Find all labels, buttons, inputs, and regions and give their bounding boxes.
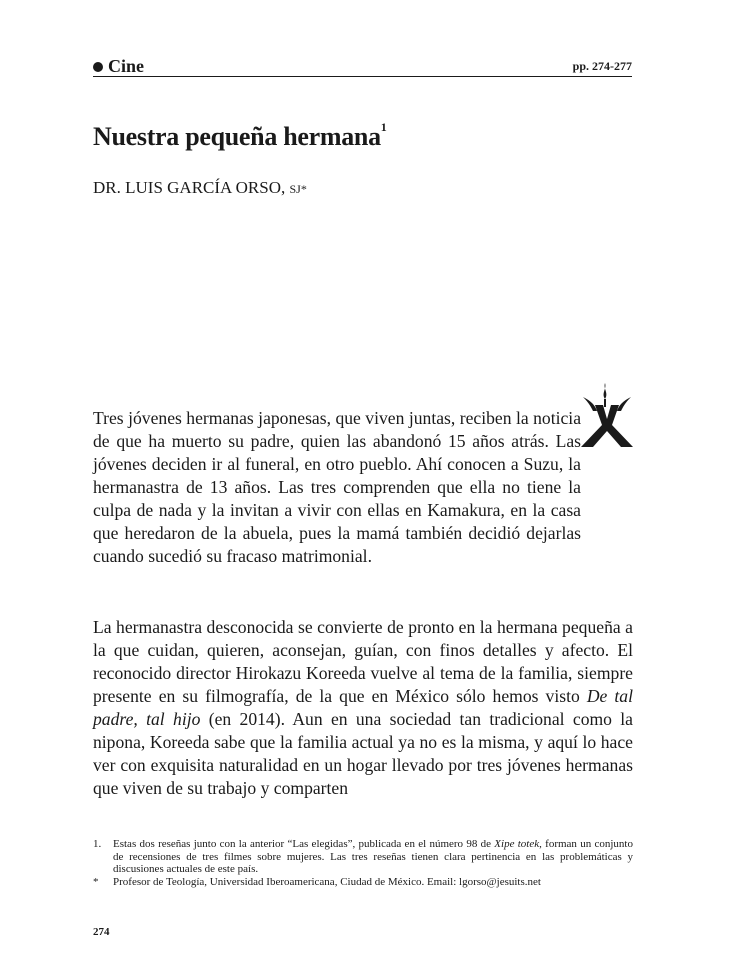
footnote-1-start: Estas dos reseñas junto con la anterior “Las elegidas”, publicada en el número 98 de: [113, 838, 495, 850]
running-header: [93, 56, 632, 77]
page-range: pp. 274-277: [572, 59, 632, 73]
footnote-2: [93, 876, 633, 889]
paragraph-2: [93, 616, 633, 800]
footnote-2-text: Profesor de Teología, Universidad Iberoamericana, Ciudad de México. Email: lgorso@jesuits.net: [113, 875, 541, 888]
author-suffix: SJ*: [289, 182, 307, 196]
article-title-text: Nuestra pequeña hermana: [93, 122, 381, 151]
title-footnote-ref: 1: [380, 120, 387, 135]
footnote-1-text: [113, 838, 633, 876]
author-name: DR. LUIS GARCÍA ORSO,: [93, 178, 286, 197]
footnotes: [93, 838, 633, 888]
footnote-1: [93, 838, 633, 876]
journal-title: Xipe totek: [494, 838, 540, 850]
bullet-icon: [93, 62, 103, 72]
section-name: Cine: [108, 56, 144, 76]
paragraph-2-end: (en 2014). Aun en una sociedad tan tradicional como la nipona, Koreeda sabe que la familia actual ya no es la misma, y aquí lo hace ver con exquisita naturalidad en un hogar llevado por tres jóvenes hermanas que viven de su trabajo y comparten: [93, 709, 633, 798]
section-label: [93, 56, 144, 77]
xipe-totek-logo-icon: [581, 383, 633, 447]
article-title: [93, 122, 386, 152]
paragraph-2-start: La hermanastra desconocida se convierte de pronto en la hermana pequeña a la que cuidan, quieren, aconsejan, guían, con finos detalles y afecto. El reconocido director Hirokazu Koreeda vuelve al tema de la familia, siempre presente en su filmografía, de la que en México sólo hemos visto: [93, 617, 633, 706]
film-title: De tal padre, tal hijo: [93, 686, 633, 729]
article-author: [93, 178, 307, 198]
footnote-1-mark: 1.: [93, 838, 102, 850]
paragraph-1: Tres jóvenes hermanas japonesas, que viven juntas, reciben la noticia de que ha muerto su padre, quien las abandonó 15 años atrás. Las jóvenes deciden ir al funeral, en otro pueblo. Ahí conocen a Suzu, la hermanastra de 13 años. Las tres comprenden que ella no tiene la culpa de nada y la invitan a vivir con ellas en Kamakura, en la casa que heredaron de la abuela, pues la mamá también decidió dejarlas cuando sucedió su fracaso matrimonial.: [93, 408, 581, 566]
page-number: 274: [93, 926, 110, 938]
footnote-1-end: , forman un conjunto de recensiones de tres filmes sobre mujeres. Las tres reseñas tienen clara pertinencia en las problemáticas y discusiones actuales de este país.: [113, 838, 633, 875]
footnote-2-mark: *: [93, 875, 99, 888]
